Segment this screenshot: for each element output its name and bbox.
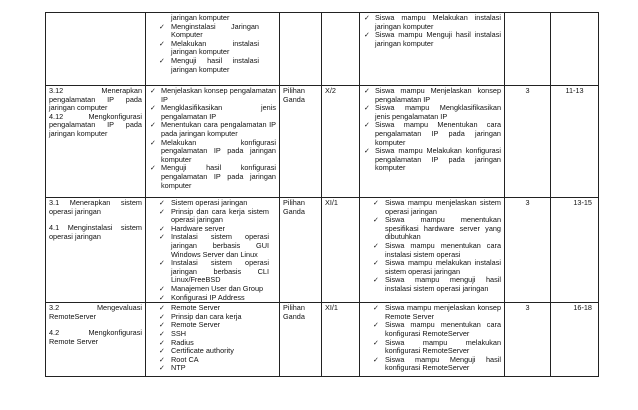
materi-continuation: jaringan komputer xyxy=(171,13,230,22)
materi-item: ✓ Remote Server xyxy=(159,320,221,330)
check-mark-icon: ✓ xyxy=(364,14,370,22)
jumlah-cell: 3 xyxy=(505,198,551,303)
indikator-item: ✓ Siswa mampu melakukan konfigurasi RemoteServer xyxy=(373,337,501,356)
jumlah-cell xyxy=(505,13,551,86)
check-mark-icon: ✓ xyxy=(159,39,165,48)
materi-item: ✓ Menjelaskan konsep pengalamatan IP xyxy=(150,86,276,104)
materi-item: ✓ Remote Server xyxy=(159,303,221,313)
check-mark-icon: ✓ xyxy=(373,338,379,347)
check-mark-icon: ✓ xyxy=(364,121,370,130)
kd-cell xyxy=(46,303,146,377)
check-mark-icon: ✓ xyxy=(159,233,165,242)
check-mark-icon: ✓ xyxy=(159,259,165,268)
indikator-item: ✓ Siswa mampu menjelaskan sistem operasi jaringan xyxy=(373,198,501,216)
kelas-cell xyxy=(322,13,360,86)
materi-item: ✓ NTP xyxy=(159,363,186,373)
table-row xyxy=(46,303,599,377)
materi-item: ✓ Instalasi sistem operasi jaringan berbasis CLI Linux/FreeBSD xyxy=(159,258,269,285)
check-mark-icon: ✓ xyxy=(373,199,379,207)
indikator-item: ✓ Siswa mampu Melakukan konfigurasi pengalamatan IP pada jaringan komputer xyxy=(364,146,501,173)
check-mark-icon: ✓ xyxy=(159,22,165,31)
materi-item: ✓ Certificate authority xyxy=(159,346,234,356)
check-mark-icon: ✓ xyxy=(150,121,156,130)
bentuk-cell: Pilihan Ganda xyxy=(280,303,322,377)
kd-cell xyxy=(46,198,146,303)
check-mark-icon: ✓ xyxy=(373,216,379,225)
indikator-item: ✓ Siswa mampu melakukan instalasi sistem operasi jaringan xyxy=(373,258,501,276)
nomor-cell: 13-15 xyxy=(551,198,599,303)
materi-item: ✓ Manajemen User dan Group xyxy=(159,283,264,293)
kisi-kisi-table xyxy=(45,12,599,377)
indikator-item: ✓ Siswa mampu menentukan cara instalasi sistem operasi xyxy=(373,240,501,259)
materi-item: ✓ Melakukan instalasi jaringan komputer xyxy=(159,38,259,57)
check-mark-icon: ✓ xyxy=(150,164,156,173)
indikator-cell xyxy=(360,198,505,303)
table-row xyxy=(46,198,599,303)
kd-text: 4.1 Menginstalasi sistem operasi jaringan xyxy=(49,223,142,241)
kd-text: 3.12 Menerapkan pengalamatan IP pada jaringan computer xyxy=(49,86,142,113)
materi-item: ✓ Prinsip dan cara kerja sistem operasi jaringan xyxy=(159,206,269,225)
check-mark-icon: ✓ xyxy=(373,276,379,285)
indikator-item: ✓ Siswa mampu menguji hasil instalasi sistem operasi jaringan xyxy=(373,275,501,293)
table-row xyxy=(46,13,599,86)
check-mark-icon: ✓ xyxy=(364,104,370,113)
materi-cell xyxy=(146,303,280,377)
indikator-item: ✓ Siswa mampu menentukan cara konfigurasi RemoteServer xyxy=(373,320,501,338)
check-mark-icon: ✓ xyxy=(159,224,165,233)
indikator-item: ✓ Siswa mampu Menentukan cara pengalamatan IP pada jaringan komputer xyxy=(364,120,501,147)
indikator-item: ✓ Siswa mampu menjelaskan konsep Remote Server xyxy=(373,303,501,321)
kd-cell xyxy=(46,13,146,86)
check-mark-icon: ✓ xyxy=(159,207,165,216)
materi-cell xyxy=(146,86,280,198)
kd-cell xyxy=(46,86,146,198)
materi-item: ✓ Menginstalasi Jaringan Komputer xyxy=(159,21,259,40)
materi-item: ✓ Menguji hasil konfigurasi pengalamatan IP pada jaringan komputer xyxy=(150,163,276,190)
materi-item: ✓ Sistem operasi jaringan xyxy=(159,198,248,207)
check-mark-icon: ✓ xyxy=(159,347,165,356)
indikator-cell xyxy=(360,13,505,86)
check-mark-icon: ✓ xyxy=(150,104,156,113)
materi-item: ✓ Menguji hasil instalasi jaringan komputer xyxy=(159,55,259,74)
indikator-cell xyxy=(360,303,505,377)
check-mark-icon: ✓ xyxy=(159,293,165,302)
check-mark-icon: ✓ xyxy=(159,284,165,293)
materi-item: ✓ SSH xyxy=(159,328,187,338)
materi-item: ✓ Mengklasifikasikan jenis pengalamatan IP xyxy=(150,103,276,121)
materi-item: ✓ Melakukan konfigurasi pengalamatan IP pada jaringan komputer xyxy=(150,137,276,164)
jumlah-cell: 3 xyxy=(505,86,551,198)
kd-text: 3.2 Mengevaluasi RemoteServer xyxy=(49,303,142,321)
check-mark-icon: ✓ xyxy=(159,321,165,330)
materi-item: ✓ Menentukan cara pengalamatan IP pada jaringan komputer xyxy=(150,120,276,138)
check-mark-icon: ✓ xyxy=(159,355,165,364)
indikator-item: ✓ Siswa mampu Menguji hasil konfigurasi RemoteServer xyxy=(373,354,501,373)
kelas-cell: X/2 xyxy=(322,86,360,198)
indikator-item: ✓ Siswa mampu Melakukan instalasi jaringan komputer xyxy=(364,13,501,31)
check-mark-icon: ✓ xyxy=(373,321,379,330)
bentuk-cell xyxy=(280,13,322,86)
check-mark-icon: ✓ xyxy=(159,304,165,313)
check-mark-icon: ✓ xyxy=(150,138,156,147)
check-mark-icon: ✓ xyxy=(159,56,165,65)
kd-text: 4.2 Mengkonfigurasi Remote Server xyxy=(49,328,142,346)
check-mark-icon: ✓ xyxy=(373,241,379,250)
materi-cell xyxy=(146,13,280,86)
nomor-cell xyxy=(551,13,599,86)
check-mark-icon: ✓ xyxy=(150,87,156,95)
check-mark-icon: ✓ xyxy=(373,355,379,364)
check-mark-icon: ✓ xyxy=(373,304,379,313)
kelas-cell: XI/1 xyxy=(322,198,360,303)
indikator-item: ✓ Siswa mampu Mengklasifikasikan jenis pengalamatan IP xyxy=(364,103,501,121)
table-row xyxy=(46,86,599,198)
bentuk-cell: Pilihan Ganda xyxy=(280,198,322,303)
materi-item: ✓ Konfigurasi IP Address xyxy=(159,292,245,302)
indikator-item: ✓ Siswa mampu menentukan spesifikasi hardware server yang dibutuhkan xyxy=(373,215,501,242)
materi-item: ✓ Hardware server xyxy=(159,223,225,233)
check-mark-icon: ✓ xyxy=(373,259,379,268)
indikator-cell xyxy=(360,86,505,198)
kd-text: 3.1 Menerapkan sistem operasi jaringan xyxy=(49,198,142,216)
check-mark-icon: ✓ xyxy=(364,87,370,95)
materi-cell xyxy=(146,198,280,303)
check-mark-icon: ✓ xyxy=(364,147,370,156)
indikator-item: ✓ Siswa mampu Menjelaskan konsep pengalamatan IP xyxy=(364,86,501,104)
materi-item: ✓ Root CA xyxy=(159,354,199,364)
materi-item: ✓ Radius xyxy=(159,337,194,347)
check-mark-icon: ✓ xyxy=(159,312,165,321)
check-mark-icon: ✓ xyxy=(159,338,165,347)
materi-item: ✓ Instalasi sistem operasi jaringan berbasis GUI Windows Server dan Linux xyxy=(159,232,269,259)
check-mark-icon: ✓ xyxy=(159,199,165,207)
check-mark-icon: ✓ xyxy=(159,364,165,373)
check-mark-icon: ✓ xyxy=(364,31,370,40)
jumlah-cell: 3 xyxy=(505,303,551,377)
nomor-cell: 16-18 xyxy=(551,303,599,377)
kelas-cell: XI/1 xyxy=(322,303,360,377)
bentuk-cell: Pilihan Ganda xyxy=(280,86,322,198)
indikator-item: ✓ Siswa mampu Menguji hasil instalasi jaringan komputer xyxy=(364,30,501,48)
materi-item: ✓ Prinsip dan cara kerja xyxy=(159,311,242,321)
nomor-cell: 11-13 xyxy=(551,86,599,198)
check-mark-icon: ✓ xyxy=(159,329,165,338)
kd-text: 4.12 Mengkonfigurasi pengalamatan IP pada jaringan komputer xyxy=(49,111,142,138)
